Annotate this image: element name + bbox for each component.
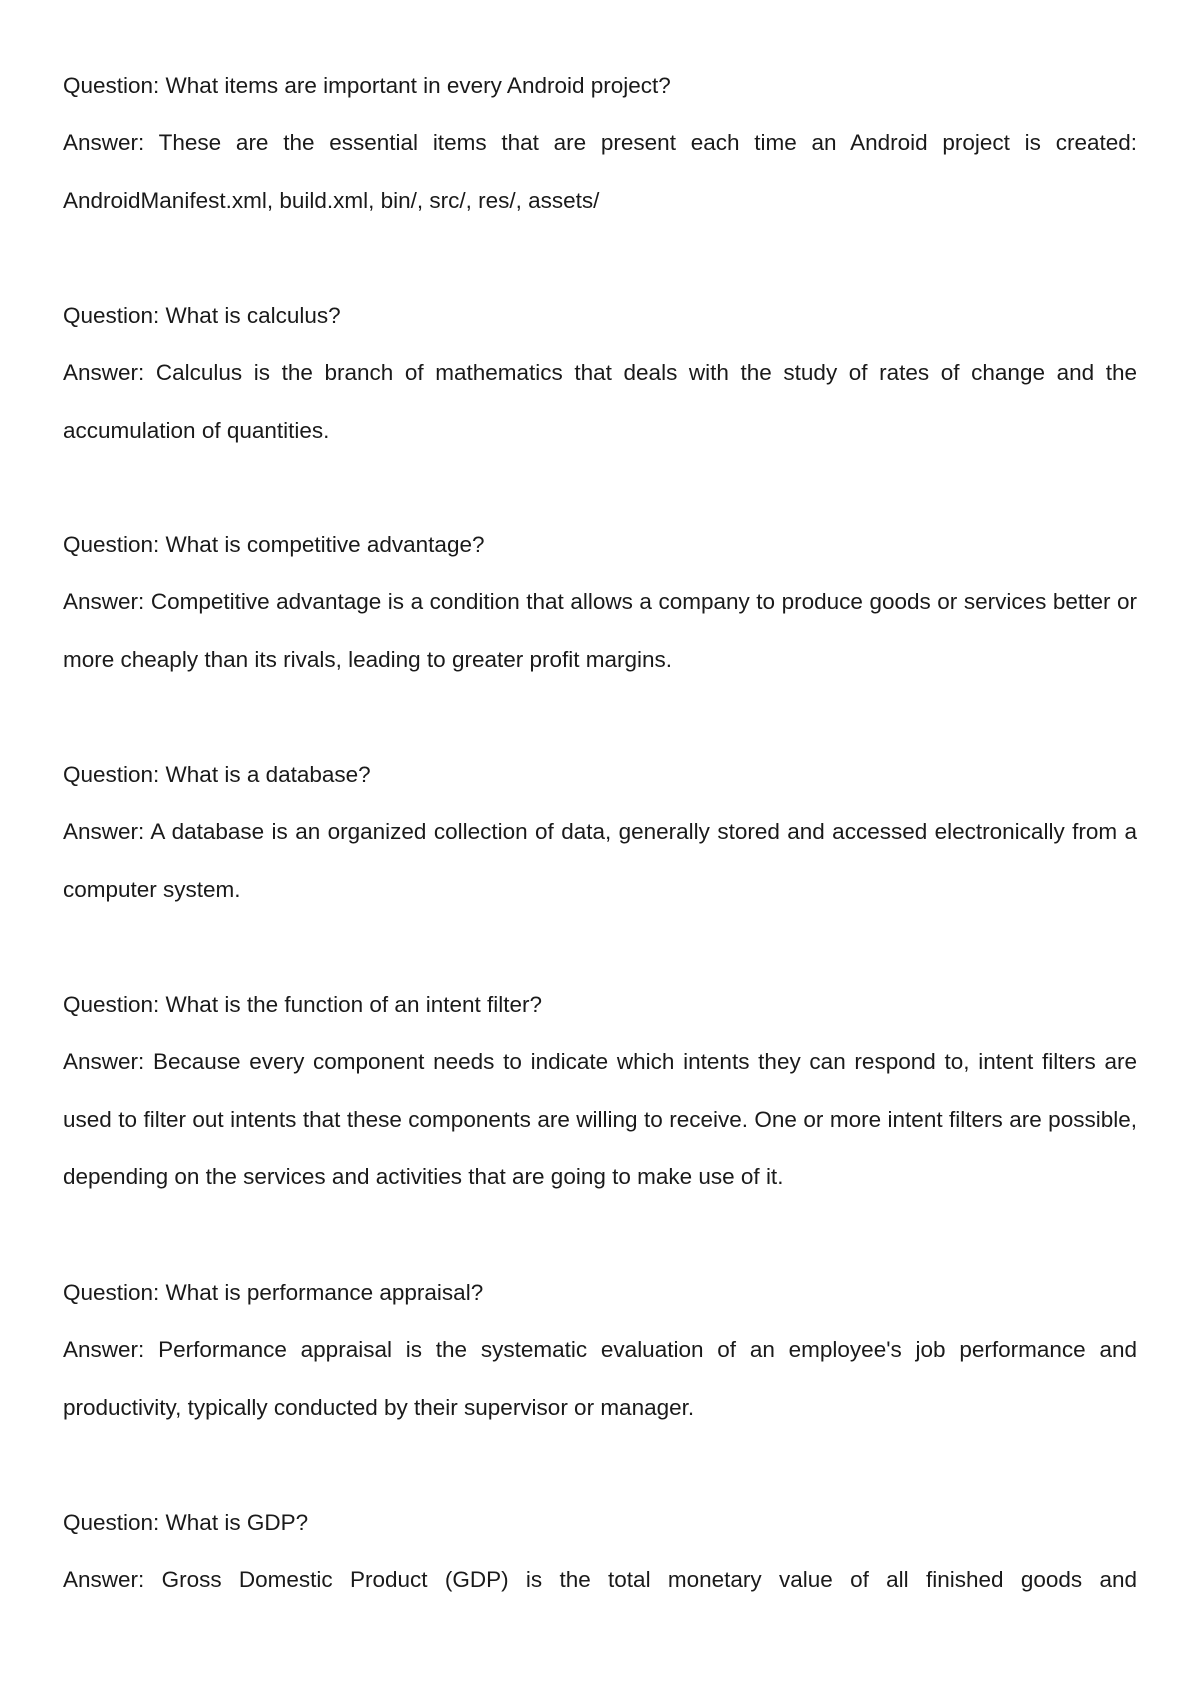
- question-text: Question: What is GDP?: [63, 1510, 309, 1535]
- answer-text: Answer: Performance appraisal is the systematic evaluation of an employee's job performance and productivity, typically conducted by their supervisor or manager.: [63, 1337, 1137, 1420]
- question-text: Question: What is competitive advantage?: [63, 532, 485, 557]
- answer-text: Answer: A database is an organized collection of data, generally stored and accessed electronically from a computer system.: [63, 819, 1137, 902]
- qa-item-database: [63, 746, 1137, 918]
- answer-text: Answer: Calculus is the branch of mathematics that deals with the study of rates of change and the accumulation of quantities.: [63, 360, 1137, 443]
- question-text: Question: What is performance appraisal?: [63, 1280, 484, 1305]
- qa-item-calculus: [63, 287, 1137, 459]
- question-text: Question: What items are important in every Android project?: [63, 73, 671, 98]
- answer-text: Answer: These are the essential items that are present each time an Android project is created: AndroidManifest.xml, build.xml, bin/, src/, res/, assets/: [63, 130, 1137, 213]
- question-text: Question: What is calculus?: [63, 303, 341, 328]
- qa-item-performance-appraisal: [63, 1264, 1137, 1436]
- qa-item-intent-filter: [63, 976, 1137, 1206]
- qa-item-competitive-advantage: [63, 516, 1137, 688]
- question-text: Question: What is a database?: [63, 762, 371, 787]
- answer-text: Answer: Because every component needs to indicate which intents they can respond to, intent filters are used to filter out intents that these components are willing to receive. One or more intent filters are possible, depending on the services and activities that are going to make use of it.: [63, 1049, 1137, 1189]
- answer-text: Answer: Competitive advantage is a condition that allows a company to produce goods or services better or more cheaply than its rivals, leading to greater profit margins.: [63, 589, 1137, 672]
- qa-item-android-project: [63, 57, 1137, 229]
- question-text: Question: What is the function of an intent filter?: [63, 992, 543, 1017]
- qa-item-gdp: [63, 1494, 1137, 1609]
- answer-text: Answer: Gross Domestic Product (GDP) is the total monetary value of all finished goods and: [63, 1567, 1137, 1592]
